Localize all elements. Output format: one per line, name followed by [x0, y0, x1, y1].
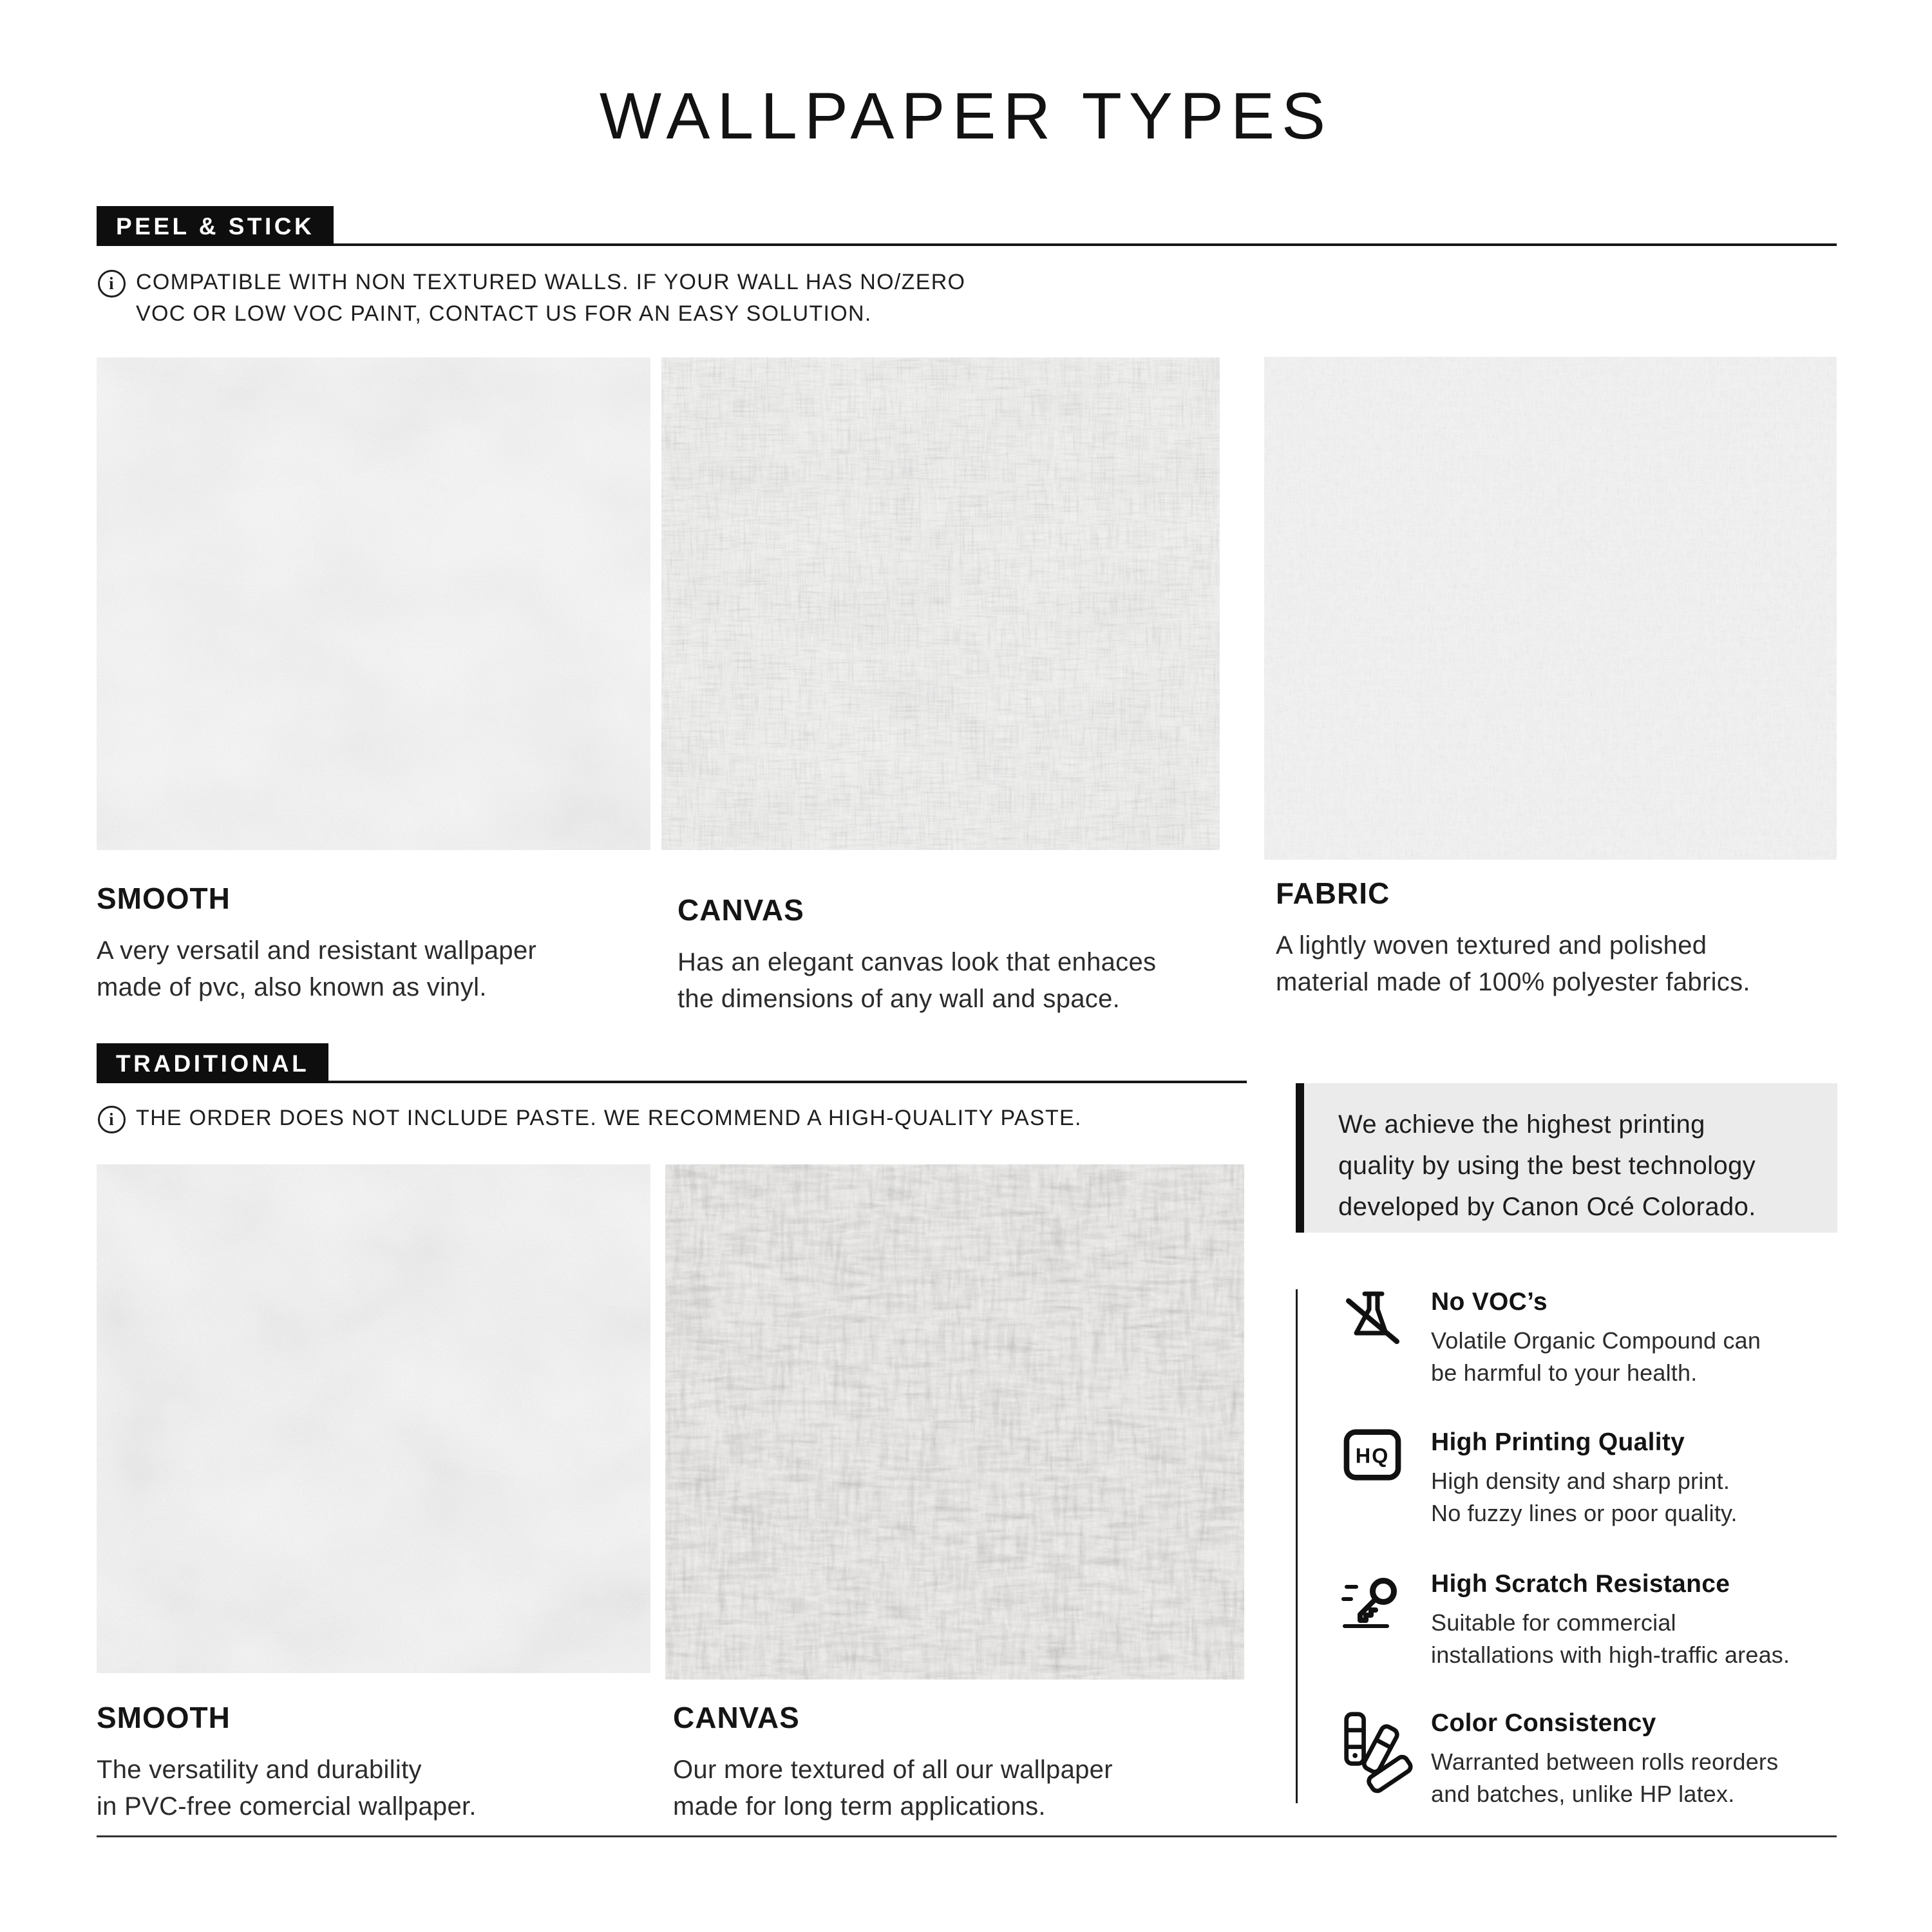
peel-stick-note: [98, 267, 965, 330]
swatch-peel-canvas: [661, 357, 1220, 850]
swatch-traditional-canvas: [665, 1164, 1244, 1680]
hq-badge-icon: [1343, 1428, 1402, 1481]
feature-title: High Printing Quality: [1431, 1428, 1685, 1456]
traditional-note: [98, 1103, 1082, 1134]
feature-description: Volatile Organic Compound can be harmful to your health.: [1431, 1327, 1761, 1386]
section-header-traditional: [97, 1043, 1247, 1083]
feature-high-scratch-resistance: [1338, 1570, 1860, 1671]
caption-title: SMOOTH: [97, 1701, 231, 1734]
feature-title: No VOC’s: [1431, 1288, 1548, 1316]
swatch-peel-fabric: [1264, 357, 1837, 860]
caption-description: A lightly woven textured and polished material made of 100% polyester fabrics.: [1276, 931, 1750, 996]
traditional-badge: TRADITIONAL: [97, 1043, 328, 1083]
texture-coarse-canvas: [665, 1164, 1244, 1680]
caption-peel-fabric: [1276, 876, 1750, 1001]
peel-stick-note-text: COMPATIBLE WITH NON TEXTURED WALLS. IF YOUR WALL HAS NO/ZERO VOC OR LOW VOC PAINT, CONTACT US FOR AN EASY SOLUTION.: [136, 270, 966, 326]
callout-accent-bar: [1296, 1083, 1304, 1233]
texture-smooth-vinyl: [97, 357, 650, 850]
texture-polyester-linen: [1264, 357, 1837, 860]
swatch-traditional-smooth: [97, 1164, 650, 1673]
features-divider-line: [1296, 1289, 1298, 1803]
caption-peel-smooth: [97, 881, 536, 1006]
texture-smooth-matte: [97, 1164, 650, 1673]
info-icon: i: [98, 1106, 126, 1133]
caption-title: CANVAS: [677, 893, 804, 927]
no-voc-flask-icon: [1341, 1288, 1403, 1350]
page-title: WALLPAPER TYPES: [599, 79, 1333, 153]
caption-traditional-smooth: [97, 1700, 477, 1825]
feature-description: High density and sharp print. No fuzzy lines or poor quality.: [1431, 1468, 1738, 1526]
feature-title: Color Consistency: [1431, 1709, 1656, 1737]
printing-quality-callout: [1296, 1083, 1837, 1233]
caption-description: The versatility and durability in PVC-free comercial wallpaper.: [97, 1756, 477, 1821]
peel-stick-rule: [334, 243, 1837, 246]
callout-text: We achieve the highest printing quality by using the best technology developed by Canon Océ Colorado.: [1338, 1110, 1756, 1221]
feature-no-voc: [1338, 1288, 1860, 1389]
feature-color-consistency: [1338, 1709, 1860, 1810]
scratch-resistant-key-icon: [1340, 1570, 1405, 1631]
caption-peel-canvas: [677, 893, 1156, 1018]
feature-description: Suitable for commercial installations with high-traffic areas.: [1431, 1609, 1790, 1668]
caption-title: FABRIC: [1276, 876, 1390, 910]
traditional-rule: [328, 1081, 1247, 1083]
caption-description: Our more textured of all our wallpaper made for long term applications.: [673, 1756, 1113, 1821]
peel-stick-badge: PEEL & STICK: [97, 206, 334, 246]
caption-description: A very versatil and resistant wallpaper made of pvc, also known as vinyl.: [97, 936, 537, 1001]
color-swatch-fan-icon: [1341, 1709, 1403, 1771]
feature-description: Warranted between rolls reorders and batches, unlike HP latex.: [1431, 1748, 1779, 1807]
info-icon: i: [98, 270, 126, 298]
caption-description: Has an elegant canvas look that enhaces the dimensions of any wall and space.: [677, 948, 1157, 1013]
caption-traditional-canvas: [673, 1700, 1113, 1825]
section-header-peel-stick: [97, 206, 1837, 246]
bottom-divider-line: [97, 1835, 1837, 1837]
feature-high-printing-quality: [1338, 1428, 1860, 1530]
caption-title: CANVAS: [673, 1701, 800, 1734]
caption-title: SMOOTH: [97, 882, 231, 915]
hq-badge-text: HQ: [1355, 1444, 1390, 1468]
swatch-peel-smooth: [97, 357, 650, 850]
feature-title: High Scratch Resistance: [1431, 1570, 1730, 1598]
texture-fine-canvas: [661, 357, 1220, 850]
traditional-note-text: THE ORDER DOES NOT INCLUDE PASTE. WE RECOMMEND A HIGH-QUALITY PASTE.: [136, 1106, 1082, 1130]
